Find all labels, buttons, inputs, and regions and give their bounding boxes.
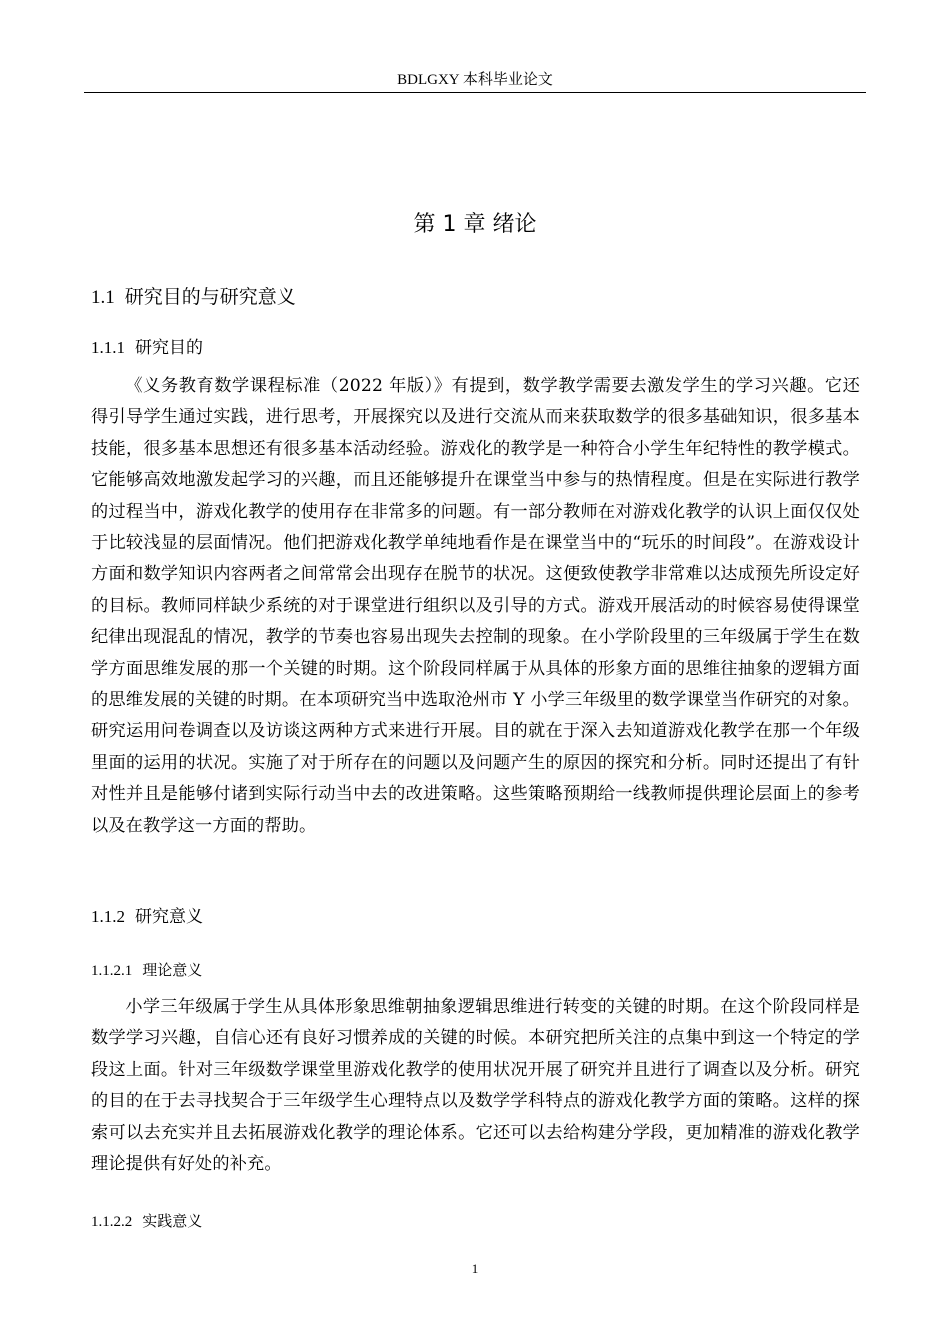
section-heading-1-1-2-2 bbox=[91, 1210, 202, 1233]
paragraph-research-purpose: 《义务教育数学课程标准（2022 年版）》有提到，数学教学需要去激发学生的学习兴趣。它还得引导学生通过实践，进行思考，开展探究以及进行交流从而来获取数学的很多基础知识，很多基本技能，很多基本思想还有很多基本活动经验。游戏化的教学是一种符合小学生年纪特性的教学模式。它能够高效地激发起学习的兴趣，而且还能够提升在课堂当中参与的热情程度。但是在实际进行教学的过程当中，游戏化教学的使用存在非常多的问题。有一部分教师在对游戏化教学的认识上面仅仅处于比较浅显的层面情况。他们把游戏化教学单纯地看作是在课堂当中的“玩乐的时间段”。在游戏设计方面和数学知识内容两者之间常常会出现存在脱节的状况。这便致使教学非常难以达成预先所设定好的目标。教师同样缺少系统的对于课堂进行组织以及引导的方式。游戏开展活动的时候容易使得课堂纪律出现混乱的情况，教学的节奏也容易出现失去控制的现象。在小学阶段里的三年级属于学生在数学方面思维发展的那一个关键的时期。这个阶段同样属于从具体的形象方面的思维往抽象的逻辑方面的思维发展的关键的时期。在本项研究当中选取沧州市 Y 小学三年级里的数学课堂当作研究的对象。研究运用问卷调查以及访谈这两种方式来进行开展。目的就在于深入去知道游戏化教学在那一个年级里面的运用的状况。实施了对于所存在的问题以及问题产生的原因的探究和分析。同时还提出了有针对性并且是能够付诸到实际行动当中去的改进策略。这些策略预期给一线教师提供理论层面上的参考以及在教学这一方面的帮助。 bbox=[91, 376, 860, 836]
section-number: 1.1.2.1 bbox=[91, 963, 133, 979]
section-title: 理论意义 bbox=[142, 961, 203, 979]
paragraph-theoretical-significance: 小学三年级属于学生从具体形象思维朝抽象逻辑思维进行转变的关键的时期。在这个阶段同样是数学学习兴趣，自信心还有良好习惯养成的关键的时候。本研究把所关注的点集中到这一个特定的学段这上面。针对三年级数学课堂里游戏化教学的使用状况开展了研究并且进行了调查以及分析。研究的目的在于去寻找契合于三年级学生心理特点以及数学学科特点的游戏化教学方面的策略。这样的探索可以去充实并且去拓展游戏化教学的理论体系。它还可以去给构建分学段，更加精准的游戏化教学理论提供有好处的补充。 bbox=[91, 997, 860, 1175]
section-title: 研究目的与研究意义 bbox=[124, 286, 296, 308]
page-number: 1 bbox=[471, 1261, 479, 1276]
section-title: 研究目的 bbox=[135, 338, 203, 358]
section-number: 1.1.1 bbox=[91, 338, 125, 357]
section-heading-1-1-2 bbox=[91, 905, 203, 929]
section-number: 1.1 bbox=[91, 287, 115, 308]
section-title: 研究意义 bbox=[135, 907, 203, 927]
section-heading-1-1 bbox=[91, 284, 296, 311]
section-heading-1-1-1 bbox=[91, 336, 203, 360]
header-rule bbox=[84, 92, 866, 93]
section-number: 1.1.2 bbox=[91, 907, 125, 926]
section-number: 1.1.2.2 bbox=[91, 1214, 133, 1230]
section-heading-1-1-2-1 bbox=[91, 959, 202, 982]
section-title: 实践意义 bbox=[142, 1212, 203, 1230]
running-header: BDLGXY 本科毕业论文 bbox=[397, 72, 553, 88]
chapter-title: 第 1 章 绪论 bbox=[413, 212, 537, 237]
